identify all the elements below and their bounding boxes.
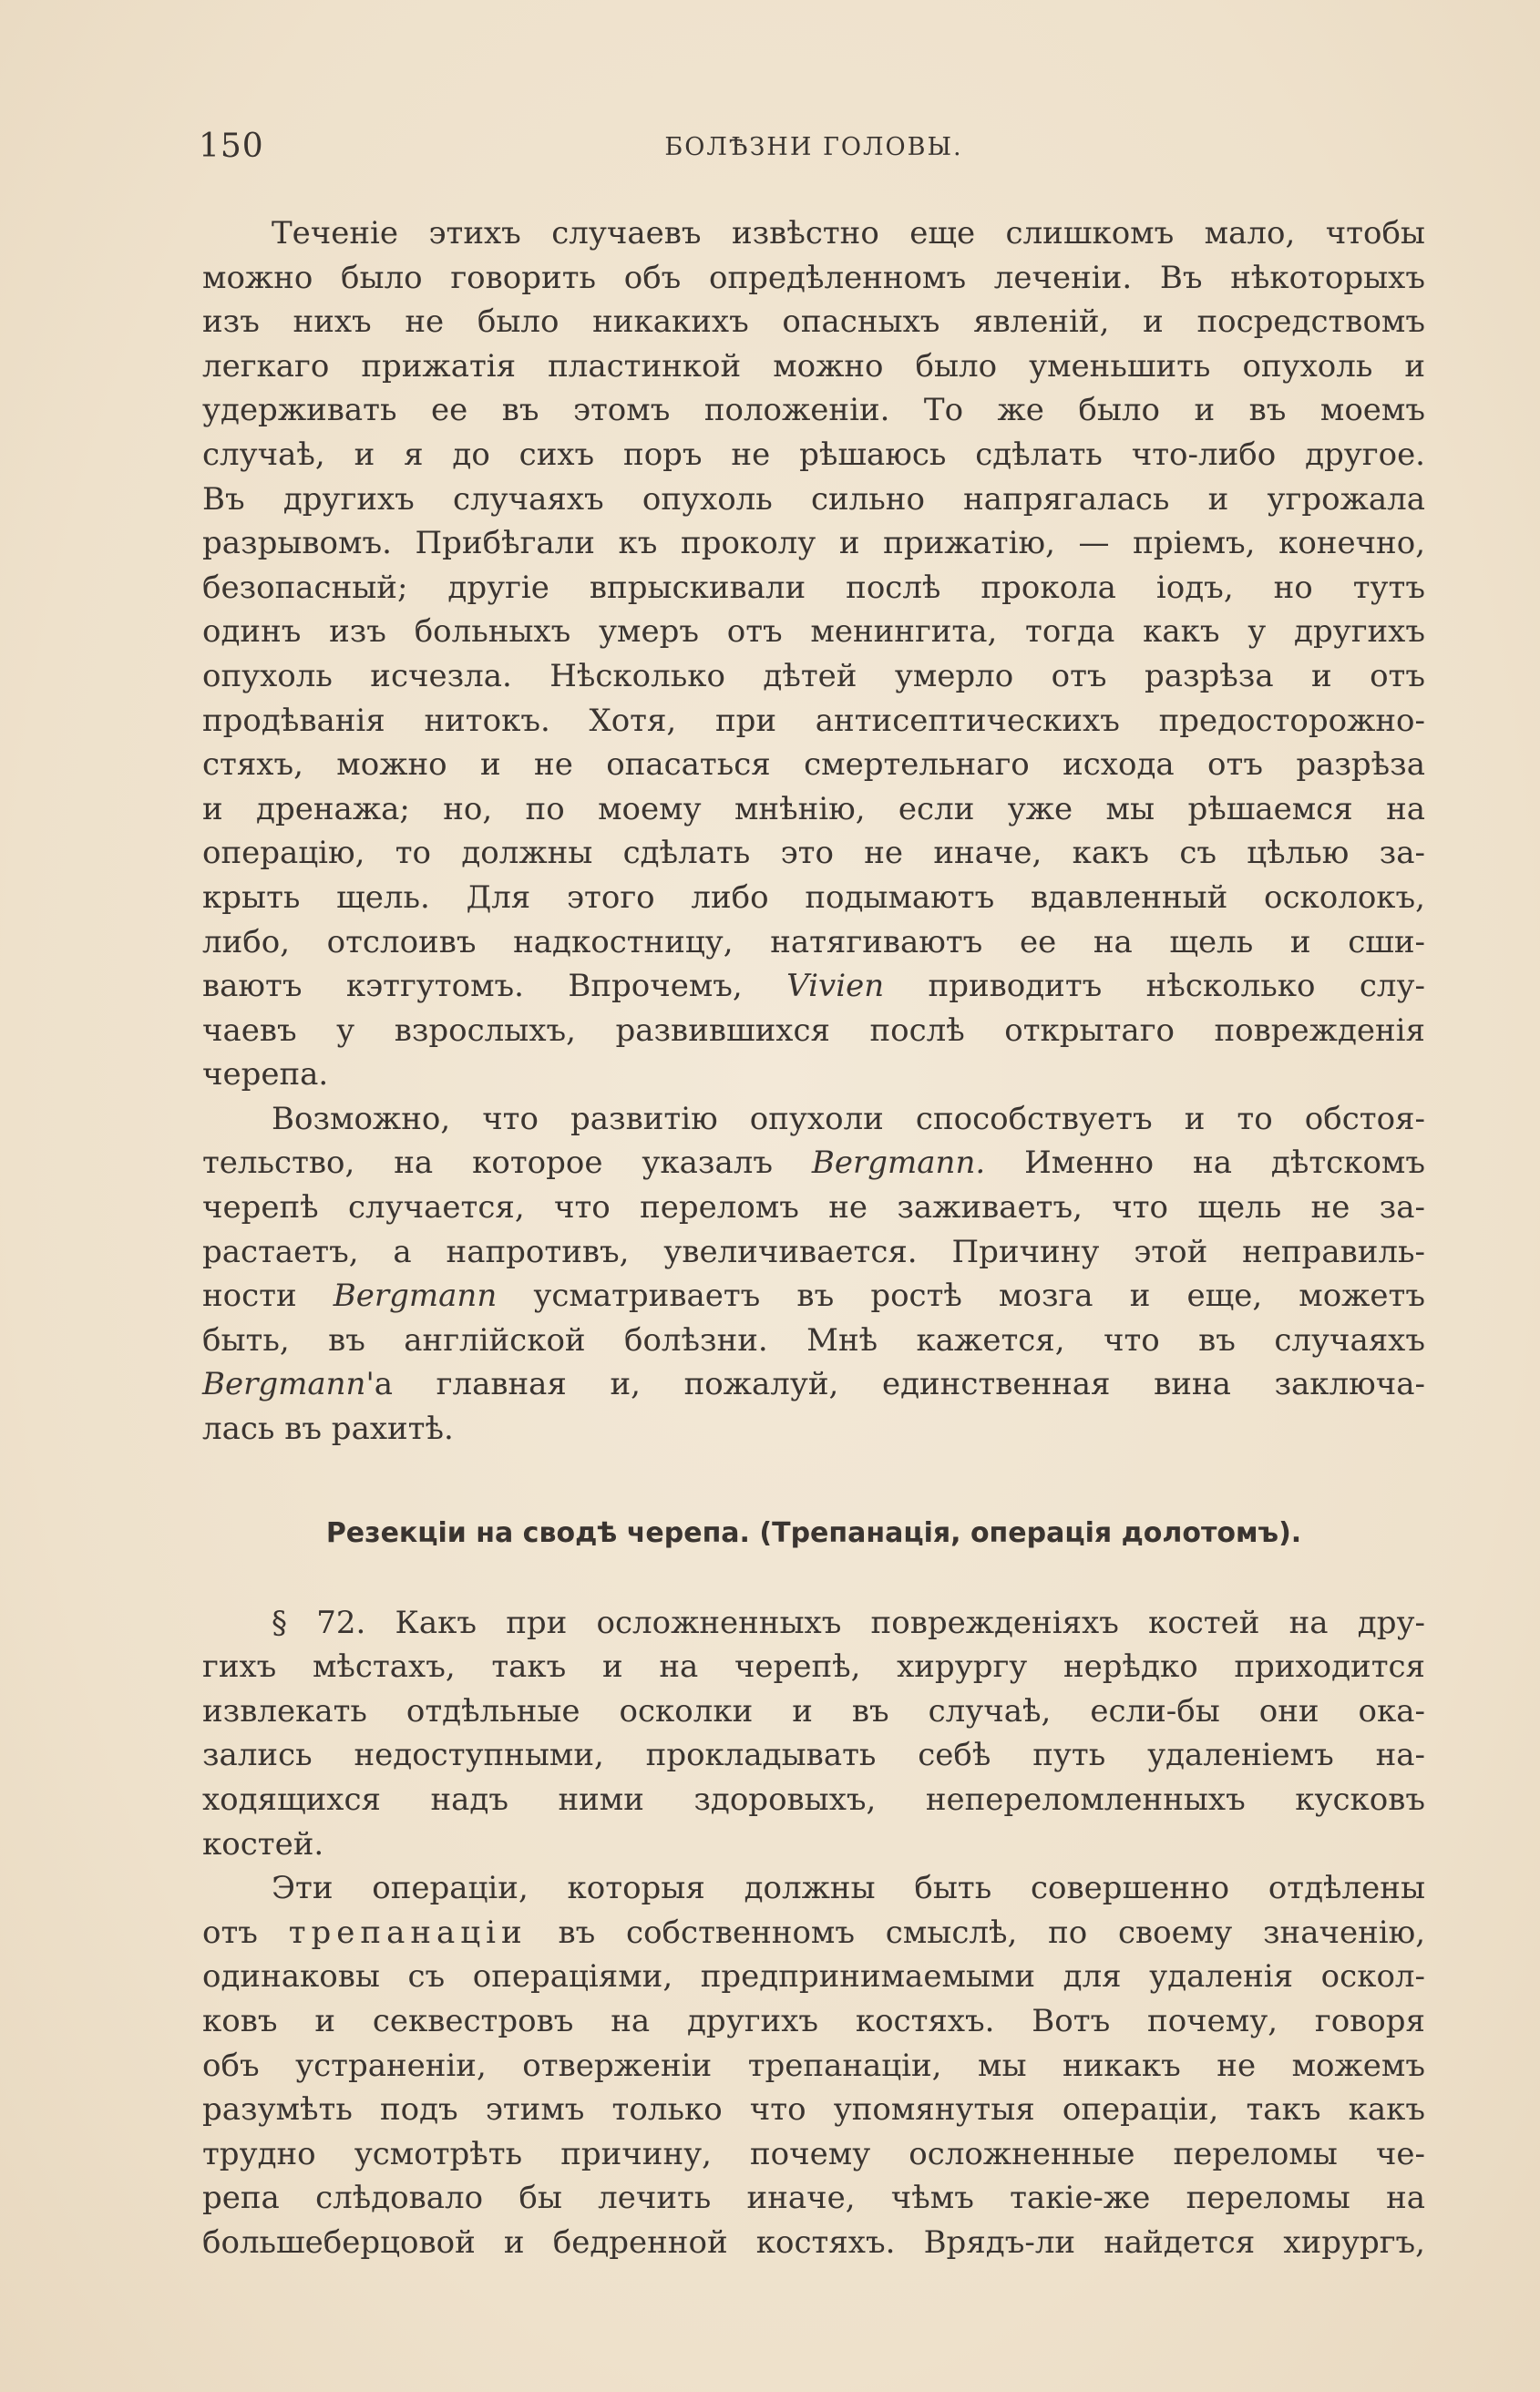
text-line: одинаковы съ операціями, предпринимаемыми для удаленія оскол- <box>202 1958 1425 1996</box>
text-line: ходящихся надъ ними здоровыхъ, непереломленныхъ кусковъ <box>202 1781 1425 1818</box>
text-fragment: ности <box>202 1278 297 1315</box>
text-line <box>202 964 1425 1009</box>
text-line <box>202 1362 1425 1407</box>
text-line: продѣванія нитокъ. Хотя, при антисептическихъ предосторожно- <box>202 702 1425 739</box>
text-fragment: отъ <box>202 1914 258 1951</box>
page-number: 150 <box>199 128 264 165</box>
text-line: лась въ рахитѣ. <box>202 1411 454 1448</box>
text-line: костей. <box>202 1825 324 1863</box>
text-fragment: усматриваетъ въ ростѣ мозга и еще, можетъ <box>533 1278 1425 1315</box>
text-line: крыть щель. Для этого либо подымаютъ вдавленный осколокъ, <box>202 878 1425 916</box>
text-line: Теченіе этихъ случаевъ извѣстно еще слишкомъ мало, чтобы <box>272 215 1425 252</box>
text-line: объ устраненіи, отверженіи трепанаціи, мы никакъ не можемъ <box>202 2047 1425 2084</box>
text-line: трудно усмотрѣть причину, почему осложненные переломы че- <box>202 2135 1425 2172</box>
body-text <box>202 211 1425 2265</box>
author-name-italic: Bergmann <box>333 1278 498 1315</box>
text-line: разрывомъ. Прибѣгали къ проколу и прижатію, — пріемъ, конечно, <box>202 525 1425 562</box>
text-line: стяхъ, можно и не опасаться смертельнаго исхода отъ разрѣза <box>202 746 1425 784</box>
section-heading: Резекціи на сводѣ черепа. (Трепанація, операція долотомъ). <box>325 1516 1302 1549</box>
author-name-italic: Bergmann <box>202 1366 366 1403</box>
text-line: можно было говорить объ опредѣленномъ леченіи. Въ нѣкоторыхъ <box>202 259 1425 296</box>
page-header <box>199 128 1429 173</box>
spaced-term: трепанаціи <box>288 1914 528 1951</box>
running-head: БОЛѢЗНИ ГОЛОВЫ. <box>664 133 963 161</box>
text-line: Въ другихъ случаяхъ опухоль сильно напрягалась и угрожала <box>202 480 1425 518</box>
text-line: § 72. Какъ при осложненныхъ поврежденіяхъ костей на дру- <box>272 1604 1425 1641</box>
text-line: либо, отслоивъ надкостницу, натягиваютъ ее на щель и сши- <box>202 923 1425 960</box>
text-line <box>202 1911 1425 1956</box>
text-fragment: ваютъ кэтгутомъ. Впрочемъ, <box>202 968 743 1005</box>
text-fragment: 'а главная и, пожалуй, единственная вина заключа- <box>365 1366 1425 1403</box>
text-line: и дренажа; но, по моему мнѣнію, если уже мы рѣшаемся на <box>202 790 1425 827</box>
text-line: репа слѣдовало бы лечить иначе, чѣмъ такіе-же переломы на <box>202 2180 1425 2217</box>
text-line: удерживать ее въ этомъ положеніи. То же было и въ моемъ <box>202 392 1425 429</box>
text-line <box>202 1274 1425 1319</box>
author-name-italic: Vivien <box>786 968 885 1005</box>
text-line: изъ нихъ не было никакихъ опасныхъ явленій, и посредствомъ <box>202 303 1425 341</box>
author-name-italic: Bergmann. <box>811 1145 986 1182</box>
text-line: чаевъ у взрослыхъ, развившихся послѣ открытаго поврежденія <box>202 1011 1425 1049</box>
text-line: зались недоступными, прокладывать себѣ путь удаленіемъ на- <box>202 1737 1425 1774</box>
text-fragment: въ собственномъ смыслѣ, по своему значенію, <box>558 1914 1426 1951</box>
text-line: Возможно, что развитію опухоли способствуетъ и то обстоя- <box>272 1100 1425 1137</box>
text-line: ковъ и секвестровъ на другихъ костяхъ. Вотъ почему, говоря <box>202 2002 1425 2039</box>
text-fragment: тельство, на которое указалъ <box>202 1145 773 1182</box>
text-line: разумѣть подъ этимъ только что упомянутыя операціи, такъ какъ <box>202 2091 1425 2129</box>
text-line: извлекать отдѣльные осколки и въ случаѣ, если-бы они ока- <box>202 1692 1425 1730</box>
text-fragment: Именно на дѣтскомъ <box>1024 1145 1425 1182</box>
text-line: одинъ изъ больныхъ умеръ отъ менингита, тогда какъ у другихъ <box>202 613 1425 651</box>
text-line: опухоль исчезла. Нѣсколько дѣтей умерло отъ разрѣза и отъ <box>202 657 1425 694</box>
text-line: гихъ мѣстахъ, такъ и на черепѣ, хирургу нерѣдко приходится <box>202 1648 1425 1686</box>
text-line: большеберцовой и бедренной костяхъ. Врядъ-ли найдется хирургъ, <box>202 2223 1425 2261</box>
text-fragment: приводитъ нѣсколько слу- <box>928 968 1425 1005</box>
text-line: случаѣ, и я до сихъ поръ не рѣшаюсь сдѣлать что-либо другое. <box>202 436 1425 473</box>
text-line: операцію, то должны сдѣлать это не иначе, какъ съ цѣлью за- <box>202 835 1425 872</box>
text-line: черепа. <box>202 1056 329 1093</box>
text-line: черепѣ случается, что переломъ не заживаетъ, что щель не за- <box>202 1189 1425 1227</box>
text-line: Эти операціи, которыя должны быть совершенно отдѣлены <box>272 1870 1425 1907</box>
text-line: быть, въ англійской болѣзни. Мнѣ кажется, что въ случаяхъ <box>202 1321 1425 1359</box>
text-line: легкаго прижатія пластинкой можно было уменьшить опухоль и <box>202 347 1425 385</box>
text-line <box>202 1141 1425 1186</box>
text-line: безопасный; другіе впрыскивали послѣ прокола іодъ, но тутъ <box>202 569 1425 606</box>
text-line: растаетъ, а напротивъ, увеличивается. Причину этой неправиль- <box>202 1233 1425 1270</box>
